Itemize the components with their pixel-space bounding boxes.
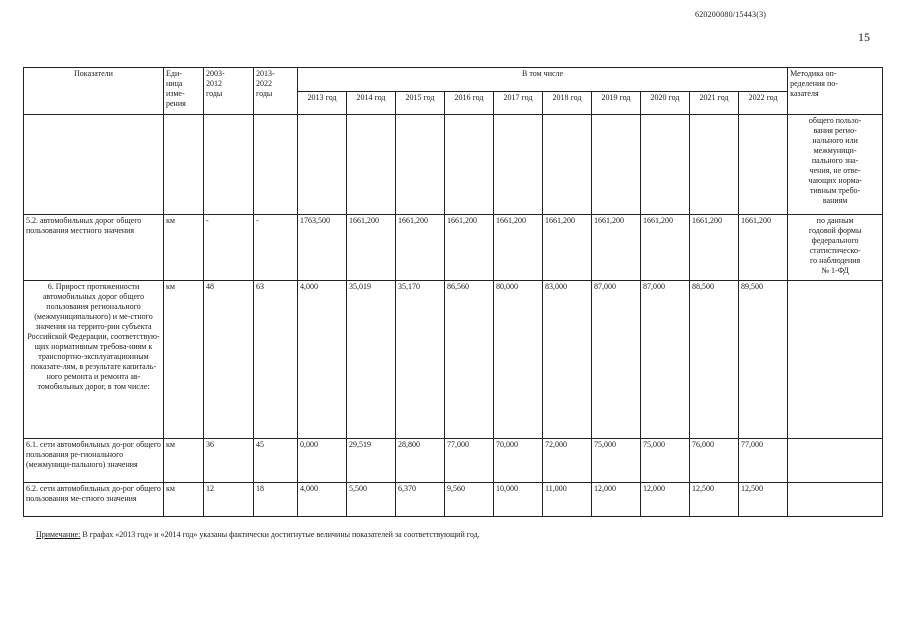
unit-cell: км <box>164 215 204 281</box>
value-cell: 77,000 <box>739 439 788 483</box>
header-year: 2016 год <box>445 91 494 115</box>
value-cell <box>347 115 396 215</box>
header-year: 2021 год <box>690 91 739 115</box>
value-cell: 5,500 <box>347 483 396 517</box>
value-cell: 10,000 <box>494 483 543 517</box>
value-cell: 1661,200 <box>543 215 592 281</box>
value-cell: 28,800 <box>396 439 445 483</box>
value-cell <box>641 115 690 215</box>
value-cell: 70,000 <box>494 439 543 483</box>
unit-cell: км <box>164 439 204 483</box>
value-cell: 83,000 <box>543 281 592 439</box>
header-year: 2017 год <box>494 91 543 115</box>
header-unit: Еди- ница изме- рения <box>164 68 204 115</box>
header-year: 2014 год <box>347 91 396 115</box>
value-cell: 11,000 <box>543 483 592 517</box>
period2-cell <box>254 115 298 215</box>
value-cell: 76,000 <box>690 439 739 483</box>
page-number: 15 <box>858 30 870 44</box>
footnote-text: В графах «2013 год» и «2014 год» указаны фактически достигнутые величины показателей за соответствующий год. <box>80 530 480 539</box>
value-cell: 77,000 <box>445 439 494 483</box>
period2-cell: 63 <box>254 281 298 439</box>
method-cell <box>788 281 883 439</box>
value-cell <box>739 115 788 215</box>
value-cell: 72,000 <box>543 439 592 483</box>
period2-cell: 45 <box>254 439 298 483</box>
value-cell: 1661,200 <box>494 215 543 281</box>
value-cell: 1661,200 <box>592 215 641 281</box>
unit-cell <box>164 115 204 215</box>
value-cell: 1661,200 <box>445 215 494 281</box>
value-cell <box>396 115 445 215</box>
header-methodology: Методика оп- ределения по- казателя <box>788 68 883 115</box>
table-row <box>24 483 883 517</box>
value-cell: 9,560 <box>445 483 494 517</box>
value-cell: 4,000 <box>298 281 347 439</box>
indicator-cell: 5.2. автомобильных дорог общего пользования местного значения <box>24 215 164 281</box>
value-cell: 80,000 <box>494 281 543 439</box>
table-row <box>24 281 883 439</box>
value-cell: 1661,200 <box>396 215 445 281</box>
indicators-table <box>23 67 883 517</box>
value-cell: 1661,200 <box>739 215 788 281</box>
value-cell: 35,019 <box>347 281 396 439</box>
value-cell: 12,500 <box>690 483 739 517</box>
table-row <box>24 115 883 215</box>
period1-cell: 36 <box>204 439 254 483</box>
value-cell <box>592 115 641 215</box>
value-cell: 12,000 <box>641 483 690 517</box>
value-cell: 6,370 <box>396 483 445 517</box>
value-cell: 87,000 <box>641 281 690 439</box>
value-cell: 12,000 <box>592 483 641 517</box>
value-cell <box>298 115 347 215</box>
header-indicators: Показатели <box>24 68 164 115</box>
footnote-label: Примечание: <box>36 530 81 539</box>
period1-cell <box>204 115 254 215</box>
footnote <box>36 530 480 539</box>
period1-cell: - <box>204 215 254 281</box>
table-row <box>24 439 883 483</box>
value-cell <box>445 115 494 215</box>
header-including: В том числе <box>298 68 788 92</box>
value-cell: 1661,200 <box>641 215 690 281</box>
period2-cell: 18 <box>254 483 298 517</box>
period1-cell: 12 <box>204 483 254 517</box>
value-cell <box>690 115 739 215</box>
period2-cell: - <box>254 215 298 281</box>
value-cell: 89,500 <box>739 281 788 439</box>
header-year: 2015 год <box>396 91 445 115</box>
value-cell: 1763,500 <box>298 215 347 281</box>
value-cell: 86,560 <box>445 281 494 439</box>
indicator-cell: 6.1. сети автомобильных до-рог общего пользования ре-гионального (межмуници-пального) значения <box>24 439 164 483</box>
indicator-cell <box>24 115 164 215</box>
method-cell: общего пользо- вания регио- нального или межмуници- пального зна- чения, не отве- чающих норма- тивным требо- ваниям <box>788 115 883 215</box>
value-cell: 4,000 <box>298 483 347 517</box>
method-cell <box>788 483 883 517</box>
unit-cell: км <box>164 483 204 517</box>
method-cell <box>788 439 883 483</box>
value-cell: 1661,200 <box>690 215 739 281</box>
header-year: 2022 год <box>739 91 788 115</box>
header-year: 2018 год <box>543 91 592 115</box>
method-cell: по данным годовой формы федерального статистическо- го наблюдения № 1-ФД <box>788 215 883 281</box>
value-cell: 0,000 <box>298 439 347 483</box>
value-cell: 1661,200 <box>347 215 396 281</box>
indicator-cell: 6. Прирост протяженности автомобильных дорог общего пользования регионального (межмуниципального) и ме-стного значения на террито-рии субъекта Российской Федерации, соответствую-щих нормативным требова-ниям к транспортно-эксплуатационным показате-лям, в результате капиталь-ного ремонта и ремонта ав-томобильных дорог, в том числе: <box>24 281 164 439</box>
value-cell: 29,519 <box>347 439 396 483</box>
value-cell: 12,500 <box>739 483 788 517</box>
document-code: 620200080/15443(3) <box>695 10 767 19</box>
unit-cell: км <box>164 281 204 439</box>
table-row <box>24 215 883 281</box>
value-cell <box>494 115 543 215</box>
header-period-2003-2012: 2003- 2012 годы <box>204 68 254 115</box>
value-cell: 75,000 <box>641 439 690 483</box>
indicator-cell: 6.2. сети автомобильных до-рог общего пользования ме-стного значения <box>24 483 164 517</box>
header-year: 2019 год <box>592 91 641 115</box>
header-year: 2013 год <box>298 91 347 115</box>
value-cell: 88,500 <box>690 281 739 439</box>
value-cell: 35,170 <box>396 281 445 439</box>
value-cell: 75,000 <box>592 439 641 483</box>
period1-cell: 48 <box>204 281 254 439</box>
value-cell <box>543 115 592 215</box>
header-year: 2020 год <box>641 91 690 115</box>
value-cell: 87,000 <box>592 281 641 439</box>
header-period-2013-2022: 2013- 2022 годы <box>254 68 298 115</box>
